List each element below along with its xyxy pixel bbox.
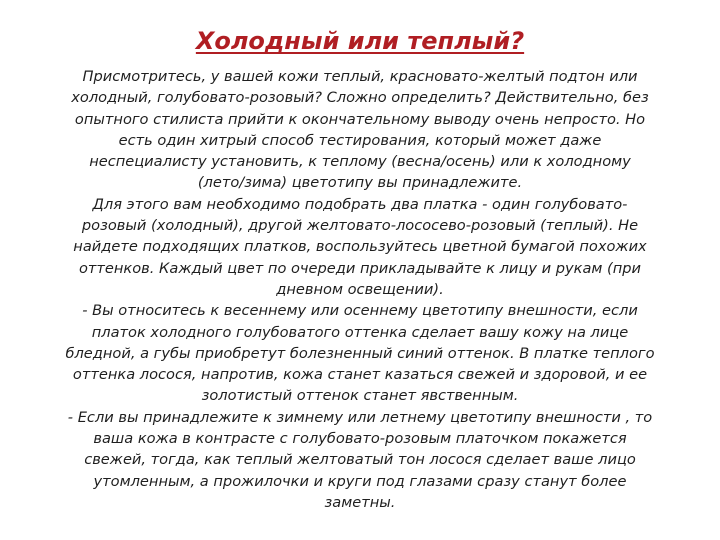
body-line: платок холодного голубоватого оттенка сделает вашу кожу на лице (91, 323, 629, 341)
slide-body-text (14, 66, 706, 513)
body-line: розовый (холодный), другой желтовато-лососево-розовый (теплый). Не (81, 217, 639, 235)
body-line: (лето/зима) цветотипу вы принадлежите. (197, 174, 523, 192)
body-line: свежей, тогда, как теплый желтоватый тон лосося сделает ваше лицо (84, 451, 636, 469)
slide-title: Холодный или теплый? (195, 27, 525, 55)
body-line: дневном освещении). (276, 280, 444, 298)
body-line: золотистый оттенок станет явственным. (201, 387, 519, 405)
body-line: утомленным, а прожилочки и круги под глазами сразу станут более (93, 472, 627, 490)
body-line: бледной, а губы приобретут болезненный синий оттенок. В платке теплого (65, 344, 655, 362)
body-line: холодный, голубовато-розовый? Сложно определить? Действительно, без (71, 89, 649, 107)
body-line: есть один хитрый способ тестирования, который может даже (118, 131, 602, 149)
body-line: Присмотритесь, у вашей кожи теплый, красновато-желтый подтон или (82, 68, 638, 85)
body-line: оттенков. Каждый цвет по очереди прикладывайте к лицу и рукам (при (78, 259, 642, 277)
body-line: заметны. (324, 493, 396, 511)
body-line: ваша кожа в контрасте с голубовато-розовым платочком покажется (93, 430, 627, 448)
body-line: опытного стилиста прийти к окончательному выводу очень непросто. Но (74, 110, 646, 128)
body-line: - Если вы принадлежите к зимнему или летнему цветотипу внешности , то (67, 408, 653, 426)
body-line: неспециалисту установить, к теплому (весна/осень) или к холодному (89, 153, 631, 171)
body-line: найдете подходящих платков, воспользуйтесь цветной бумагой похожих (73, 238, 647, 256)
body-line: - Вы относитесь к весеннему или осеннему цветотипу внешности, если (82, 302, 638, 320)
body-line: оттенка лосося, напротив, кожа станет казаться свежей и здоровой, и ее (72, 366, 648, 384)
body-line: Для этого вам необходимо подобрать два платка - один голубовато- (92, 195, 628, 213)
